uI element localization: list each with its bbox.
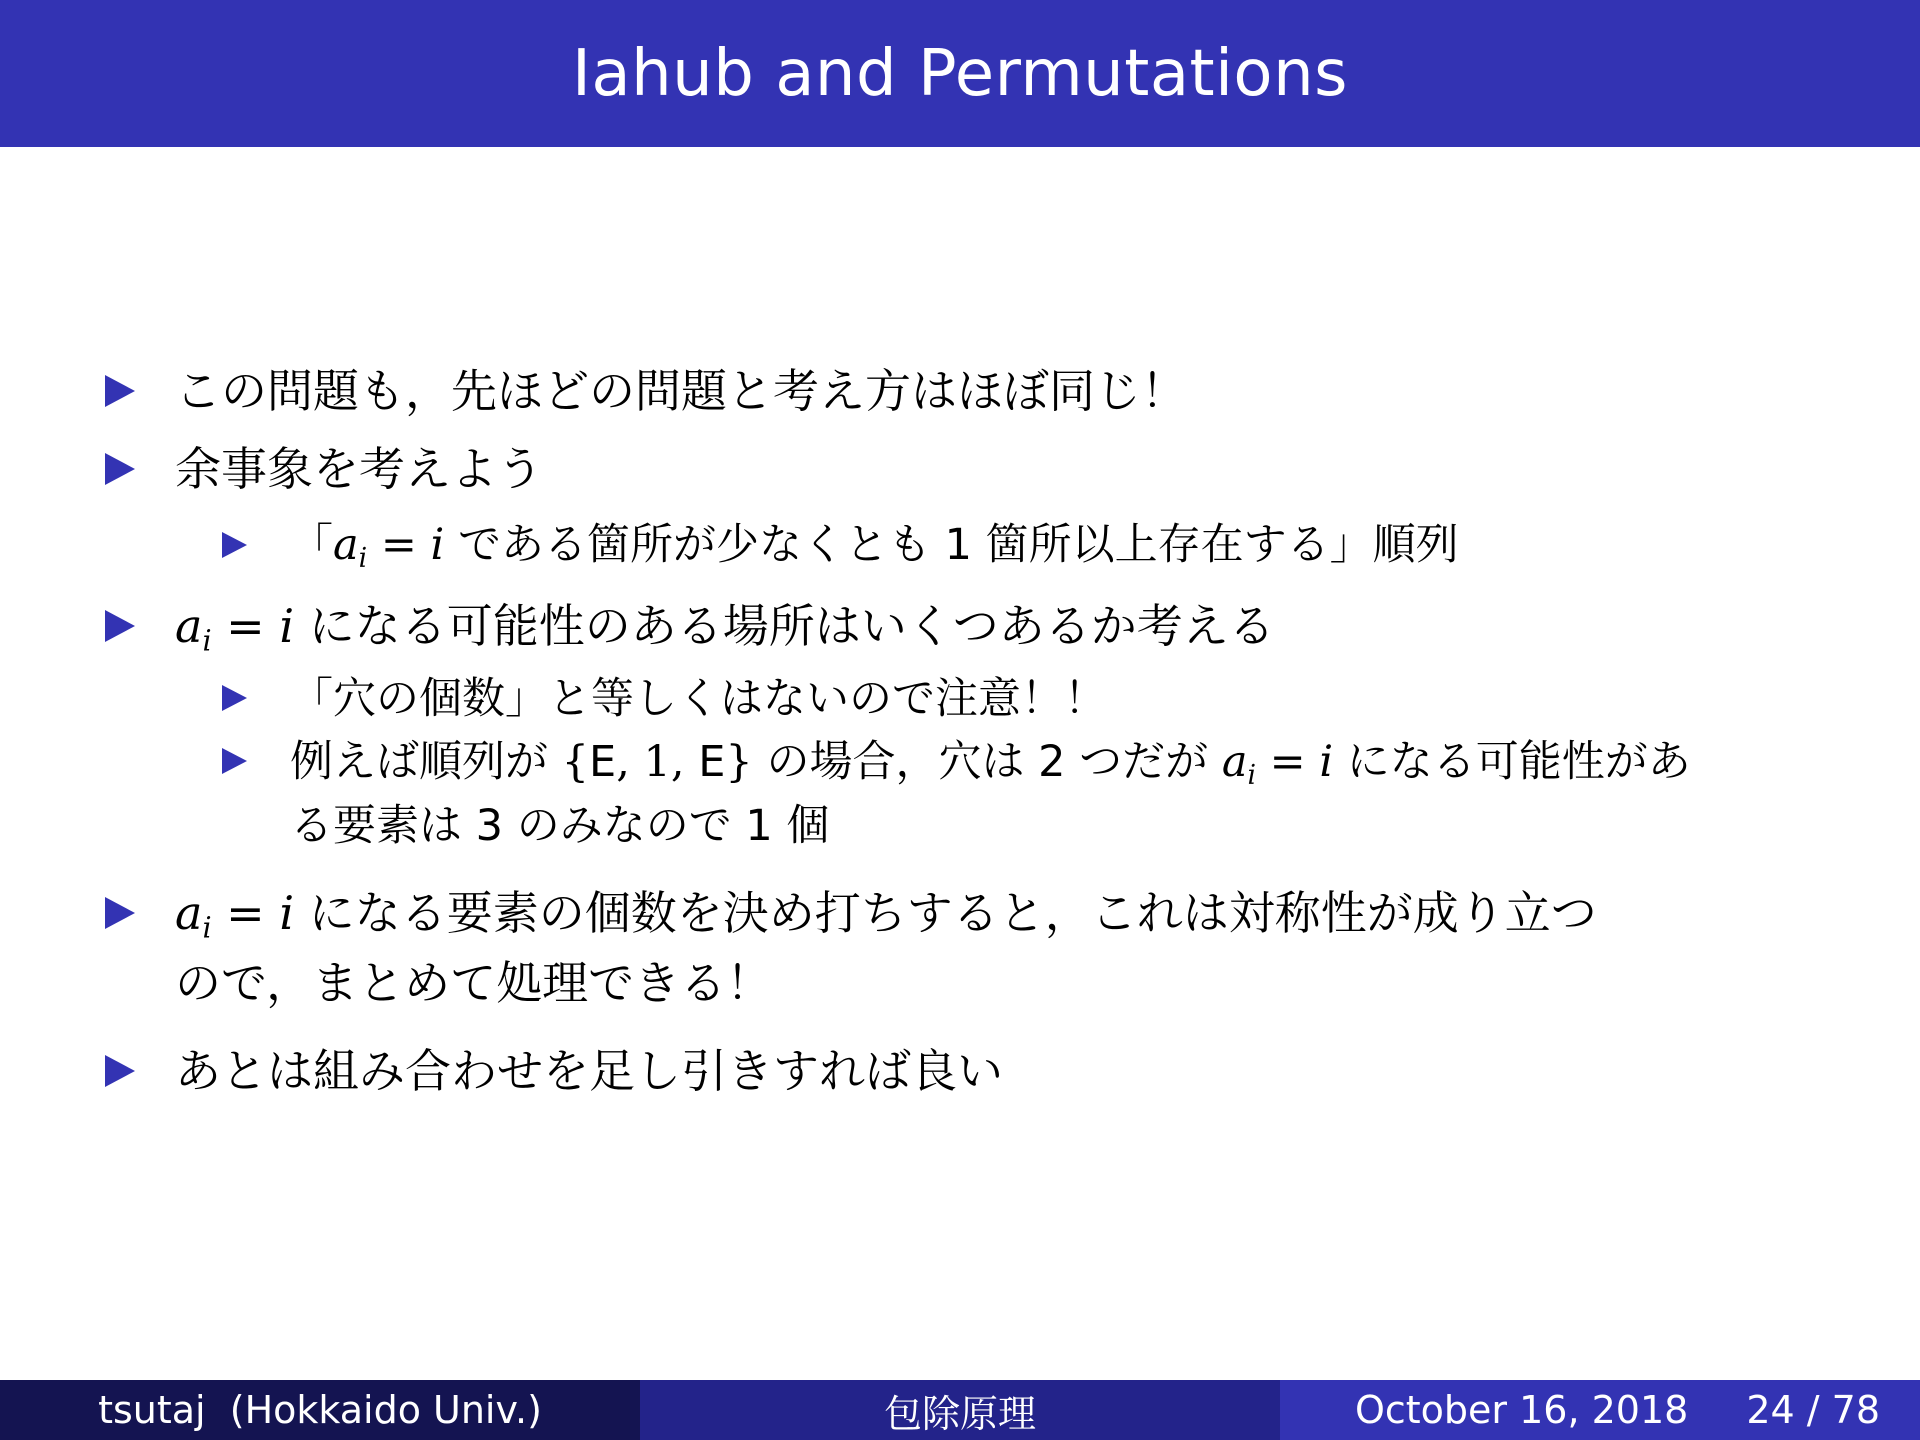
bullet-item-1 [175,358,1187,424]
bullet-item-3 [175,593,1275,659]
text-segment: ので，まとめて処理できる！ [175,956,773,1010]
bullet-marker-icon [105,610,135,642]
footer-page-number: 24 / 78 [1746,1388,1880,1432]
math-operator: = [367,520,431,570]
text-segment: る要素は 3 のみなので 1 個 [290,801,830,851]
math-variable: a [333,520,359,570]
math-variable: i [430,520,445,570]
bullet-marker-icon [105,1055,135,1087]
text-segment: 例えば順列が [290,737,562,787]
math-brace: { [561,737,590,787]
footer-author-segment [0,1380,640,1440]
math-operator: = [211,599,280,653]
math-subscript: i [1247,759,1256,791]
sub-bullet-item-3-2 [290,731,1691,793]
math-variable: a [1221,737,1248,787]
math-variable: i [279,599,295,653]
text-segment: になる可能性のある場所はいくつあるか考える [294,599,1275,653]
sub-bullet-marker-icon [222,532,247,558]
math-subscript: i [202,911,212,945]
bullet-marker-icon [105,453,135,485]
bullet-item-5 [175,1038,1003,1104]
sub-bullet-marker-icon [222,748,247,774]
math-operator: = [1256,737,1320,787]
bullet-text: あとは組み合わせを足し引きすれば良い [175,1044,1003,1098]
footer-topic-segment [640,1380,1280,1440]
bullet-item-4-continuation [175,950,772,1016]
math-subscript: i [358,542,368,574]
text-segment: になる要素の個数を決め打ちすると，これは対称性が成り立つ [294,886,1597,940]
text-segment: 「 [290,520,333,570]
bullet-marker-icon [105,375,135,407]
text-segment: になる可能性があ [1333,737,1691,787]
footer-author: tsutaj (Hokkaido Univ.) [98,1388,542,1432]
math-operator: = [211,886,280,940]
slide-title: Iahub and Permutations [572,36,1348,111]
math-subscript: i [202,624,212,658]
bullet-item-4 [175,880,1597,946]
bullet-item-2 [175,436,543,502]
bullet-text: 余事象を考えよう [175,442,543,496]
text-segment: である箇所が少なくとも 1 箇所以上存在する」順列 [444,520,1459,570]
sub-bullet-item-3-2-continuation [290,795,829,857]
sub-bullet-marker-icon [222,685,247,711]
sub-bullet-item-3-1 [290,668,1107,730]
footer-date: October 16, 2018 [1354,1388,1689,1432]
footer-date-segment [1280,1380,1920,1440]
math-separator: , 1, [616,737,699,787]
bullet-text: 「穴の個数」と等しくはないので注意！！ [290,674,1107,724]
math-symbol: E [589,737,617,787]
text-segment: の場合，穴は 2 つだが [752,737,1222,787]
bullet-marker-icon [105,897,135,929]
math-symbol: E [698,737,726,787]
math-variable: i [279,886,295,940]
slide-footer [0,1380,1920,1440]
footer-topic: 包除原理 [883,1391,1036,1436]
math-variable: i [1319,737,1334,787]
sub-bullet-item-2-1 [290,514,1459,576]
bullet-text: この問題も，先ほどの問題と考え方はほぼ同じ！ [175,364,1187,418]
math-variable: a [175,886,203,940]
math-variable: a [175,599,203,653]
math-brace: } [725,737,753,787]
